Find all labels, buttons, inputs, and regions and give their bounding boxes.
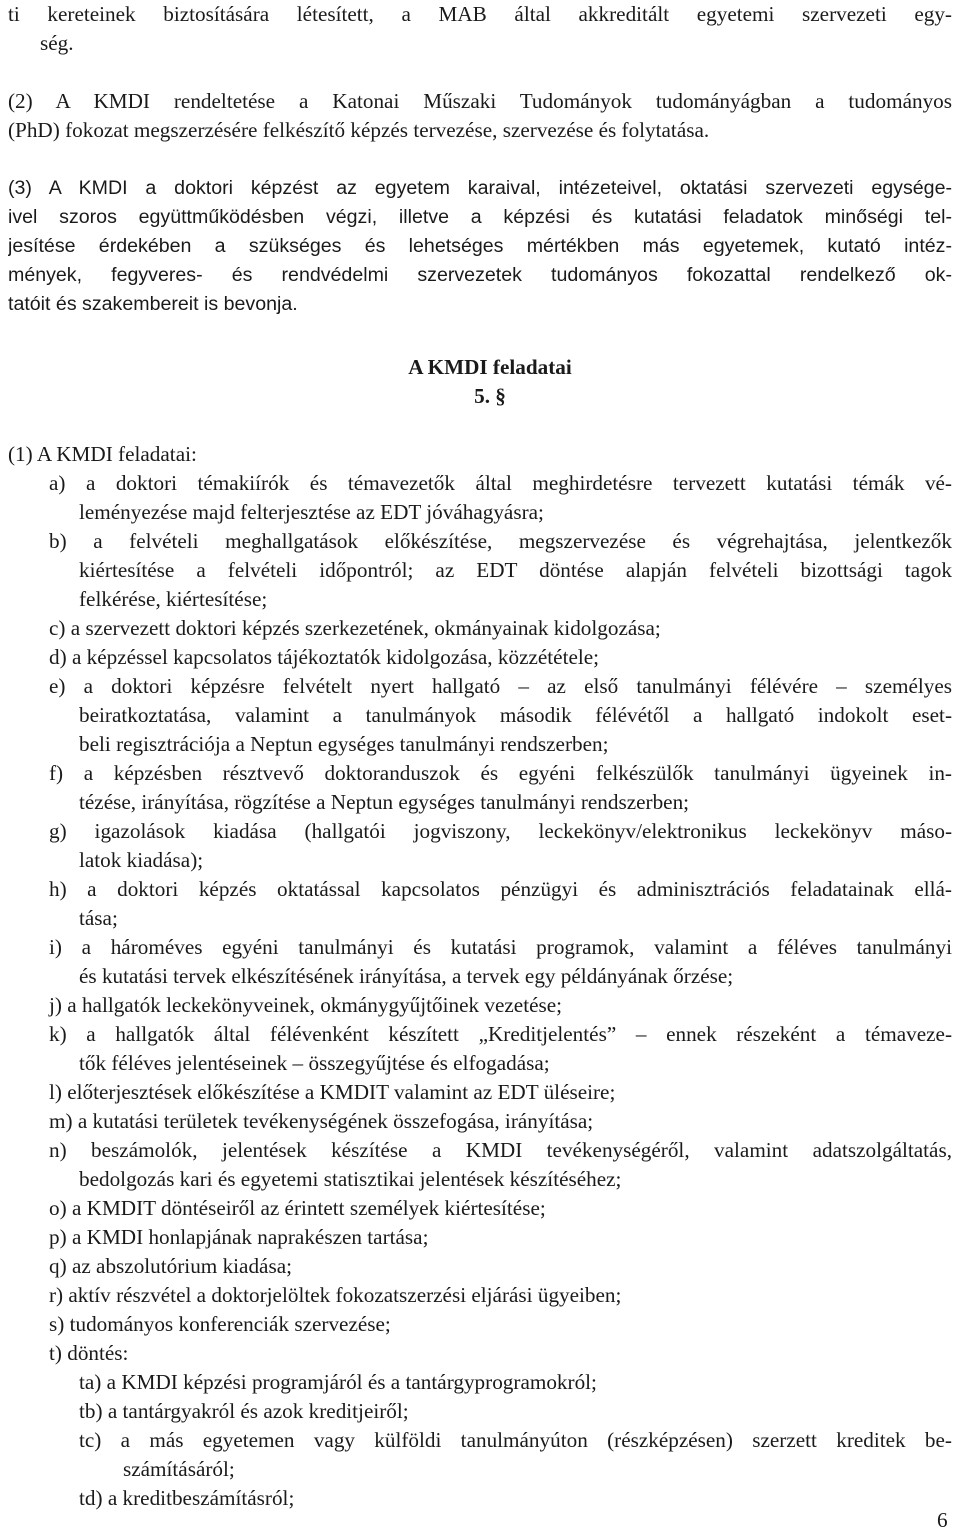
task-b-line-2: kiértesítése a felvételi időpontról; az EDT döntése alapján felvételi bizottsági tagok — [79, 558, 952, 582]
task-e-line-2: beiratkoztatása, valamint a tanulmányok második félévétől a hallgató indokolt eset- — [79, 703, 952, 727]
task-e-line-3: beli regisztrációja a Neptun egységes tanulmányi rendszerben; — [79, 732, 609, 756]
paragraph-3-line-4: mények, fegyveres- és rendvédelmi szervezetek tudományos fokozattal rendelkező ok- — [8, 264, 952, 286]
task-n-line-1: n) beszámolók, jelentések készítése a KMDI tevékenységéről, valamint adatszolgáltatás, — [49, 1138, 952, 1162]
task-i-line-1: i) a hároméves egyéni tanulmányi és kutatási programok, valamint a féléves tanulmányi — [49, 935, 952, 959]
task-c: c) a szervezett doktori képzés szerkezetének, okmányainak kidolgozása; — [49, 616, 661, 640]
task-t: t) döntés: — [49, 1341, 129, 1365]
task-tb: tb) a tantárgyakról és azok kreditjeiről; — [79, 1399, 409, 1423]
task-f-line-1: f) a képzésben résztvevő doktoranduszok és egyéni felkészülők tanulmányi ügyeinek in- — [49, 761, 952, 785]
task-j: j) a hallgatók leckekönyveinek, okmánygyűjtőinek vezetése; — [49, 993, 563, 1017]
task-q: q) az abszolutórium kiadása; — [49, 1254, 292, 1278]
task-s: s) tudományos konferenciák szervezése; — [49, 1312, 391, 1336]
task-f-line-2: tézése, irányítása, rögzítése a Neptun egységes tanulmányi rendszerben; — [79, 790, 690, 814]
paragraph-3-line-1: (3) A KMDI a doktori képzést az egyetem karaival, intézeteivel, oktatási szervezeti egysége- — [8, 177, 952, 199]
paragraph-3-line-5: tatóit és szakembereit is bevonja. — [8, 293, 298, 315]
task-b-line-3: felkérése, kiértesítése; — [79, 587, 268, 611]
task-k-line-1: k) a hallgatók által félévenként készített „Kreditjelentés” – ennek részeként a témaveze- — [49, 1022, 952, 1046]
task-i-line-2: és kutatási tervek elkészítésének irányítása, a tervek egy példányának őrzése; — [79, 964, 734, 988]
task-n-line-2: bedolgozás kari és egyetemi statisztikai jelentések készítéséhez; — [79, 1167, 622, 1191]
task-td: td) a kreditbeszámításról; — [79, 1486, 295, 1510]
task-tc-line-2: számításáról; — [123, 1457, 235, 1481]
tasks-intro: (1) A KMDI feladatai: — [8, 442, 197, 466]
paragraph-3-line-3: jesítése érdekében a szükséges és lehetséges mértékben más egyetemek, kutató intéz- — [8, 235, 952, 257]
task-o: o) a KMDIT döntéseiről az érintett személyek kiértesítése; — [49, 1196, 546, 1220]
page-number: 6 — [937, 1508, 948, 1532]
task-k-line-2: tők féléves jelentéseinek – összegyűjtése és elfogadása; — [79, 1051, 550, 1075]
task-g-line-2: latok kiadása); — [79, 848, 204, 872]
task-m: m) a kutatási területek tevékenységének összefogása, irányítása; — [49, 1109, 594, 1133]
task-b-line-1: b) a felvételi meghallgatások előkészítése, megszervezése és végrehajtása, jelentkezők — [49, 529, 952, 553]
task-h-line-1: h) a doktori képzés oktatással kapcsolatos pénzügyi és adminisztrációs feladatainak ellá- — [49, 877, 952, 901]
task-l: l) előterjesztések előkészítése a KMDIT valamint az EDT üléseire; — [49, 1080, 616, 1104]
task-r: r) aktív részvétel a doktorjelöltek fokozatszerzési eljárási ügyeiben; — [49, 1283, 622, 1307]
task-p: p) a KMDI honlapjának naprakészen tartása; — [49, 1225, 429, 1249]
intro-line-1: ti kereteinek biztosítására létesített, a MAB által akkreditált egyetemi szervezeti egy- — [8, 2, 952, 26]
paragraph-3-line-2: ivel szoros együttműködésben végzi, illetve a képzési és kutatási feladatok minőségi tel- — [8, 206, 952, 228]
paragraph-2-line-2: (PhD) fokozat megszerzésére felkészítő képzés tervezése, szervezése és folytatása. — [8, 118, 710, 142]
task-a-line-2: leményezése majd felterjesztése az EDT jóváhagyásra; — [79, 500, 544, 524]
section-number: 5. § — [474, 384, 506, 408]
task-d: d) a képzéssel kapcsolatos tájékoztatók kidolgozása, közzététele; — [49, 645, 600, 669]
task-g-line-1: g) igazolások kiadása (hallgatói jogviszony, leckekönyv/elektronikus leckekönyv máso- — [49, 819, 952, 843]
section-title: A KMDI feladatai — [408, 355, 572, 379]
paragraph-2-line-1: (2) A KMDI rendeltetése a Katonai Műszaki Tudományok tudományágban a tudományos — [8, 89, 952, 113]
task-a-line-1: a) a doktori témakiírók és témavezetők által meghirdetésre tervezett kutatási témák vé- — [49, 471, 952, 495]
task-h-line-2: tása; — [79, 906, 118, 930]
task-ta: ta) a KMDI képzési programjáról és a tantárgyprogramokról; — [79, 1370, 597, 1394]
task-e-line-1: e) a doktori képzésre felvételt nyert hallgató – az első tanulmányi félévére – személyes — [49, 674, 952, 698]
intro-line-2: ség. — [40, 31, 74, 55]
task-tc-line-1: tc) a más egyetemen vagy külföldi tanulmányúton (részképzésen) szerzett kreditek be- — [79, 1428, 952, 1452]
